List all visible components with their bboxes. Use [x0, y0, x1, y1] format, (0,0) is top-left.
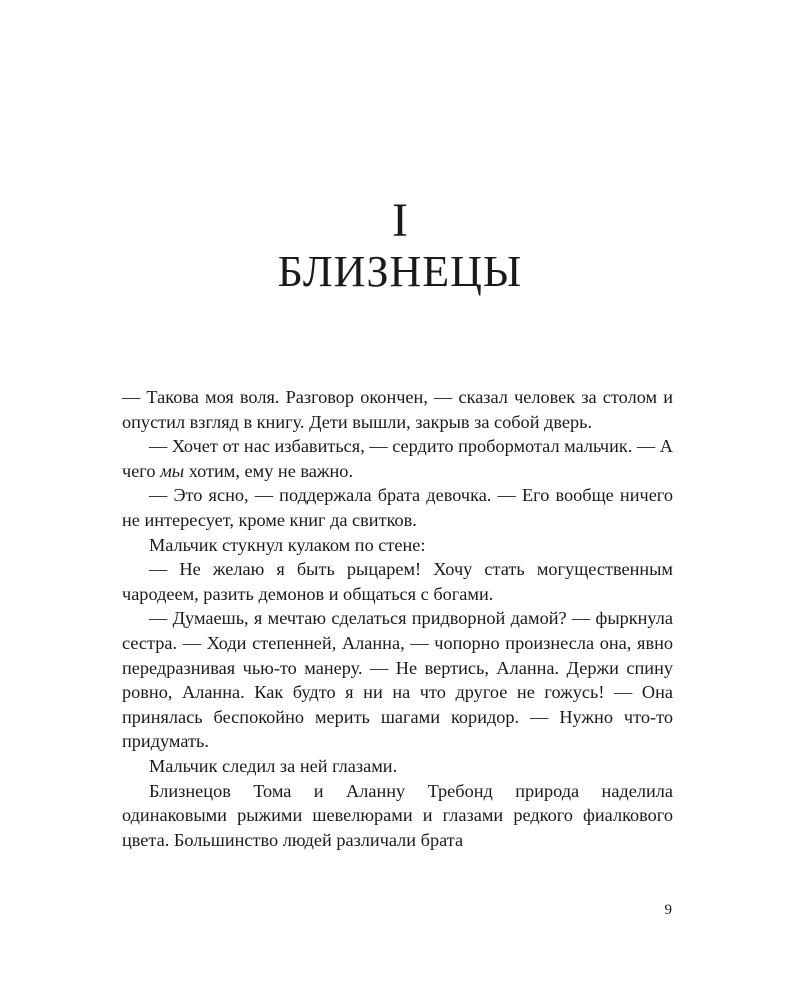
paragraph-7-text: Мальчик следил за ней глазами. — [149, 755, 398, 776]
paragraph-2-emphasis: мы — [160, 460, 185, 481]
paragraph-5-text: — Не желаю я быть рыцарем! Хочу стать могущественным чародеем, разить демонов и общаться с богами. — [122, 559, 673, 604]
paragraph-2-text-end: хотим, ему не важно. — [184, 460, 354, 481]
body-text — [122, 385, 673, 852]
paragraph-5 — [122, 557, 673, 606]
page-number: 9 — [664, 902, 672, 918]
paragraph-8-text: Близнецов Тома и Аланну Требонд природа наделила одинаковыми рыжими шевелюрами и глазами редкого фиалкового цвета. Большинство людей различали брата — [122, 780, 673, 850]
chapter-number: I — [392, 194, 408, 247]
paragraph-6 — [122, 606, 673, 754]
paragraph-1 — [122, 385, 673, 434]
chapter-title: БЛИЗНЕЦЫ — [277, 247, 523, 296]
paragraph-8 — [122, 779, 673, 853]
paragraph-7 — [122, 754, 673, 779]
paragraph-2-text-start: — Хочет от нас избавиться, — сердито пробормотал мальчик. — А чего — [122, 436, 673, 481]
paragraph-4 — [122, 533, 673, 558]
paragraph-6-text: — Думаешь, я мечтаю сделаться придворной дамой? — фыркнула сестра. — Ходи степенней, Аланна, — чопорно произнесла она, явно передразнивая чью-то манеру. — Не вертись, Аланна. Держи спину ровно, Аланна. Как будто я ни на что другое не гожусь! — Она принялась беспокойно мерить шагами коридор. — Нужно что-то придумать. — [122, 608, 673, 752]
paragraph-1-text: — Такова моя воля. Разговор окончен, — сказал человек за столом и опустил взгляд в книгу. Дети вышли, закрыв за собой дверь. — [122, 387, 673, 432]
paragraph-3 — [122, 483, 673, 532]
paragraph-4-text: Мальчик стукнул кулаком по стене: — [149, 534, 426, 555]
paragraph-3-text: — Это ясно, — поддержала брата девочка. — Его вообще ничего не интересует, кроме книг да свитков. — [122, 485, 673, 530]
paragraph-2 — [122, 434, 673, 483]
